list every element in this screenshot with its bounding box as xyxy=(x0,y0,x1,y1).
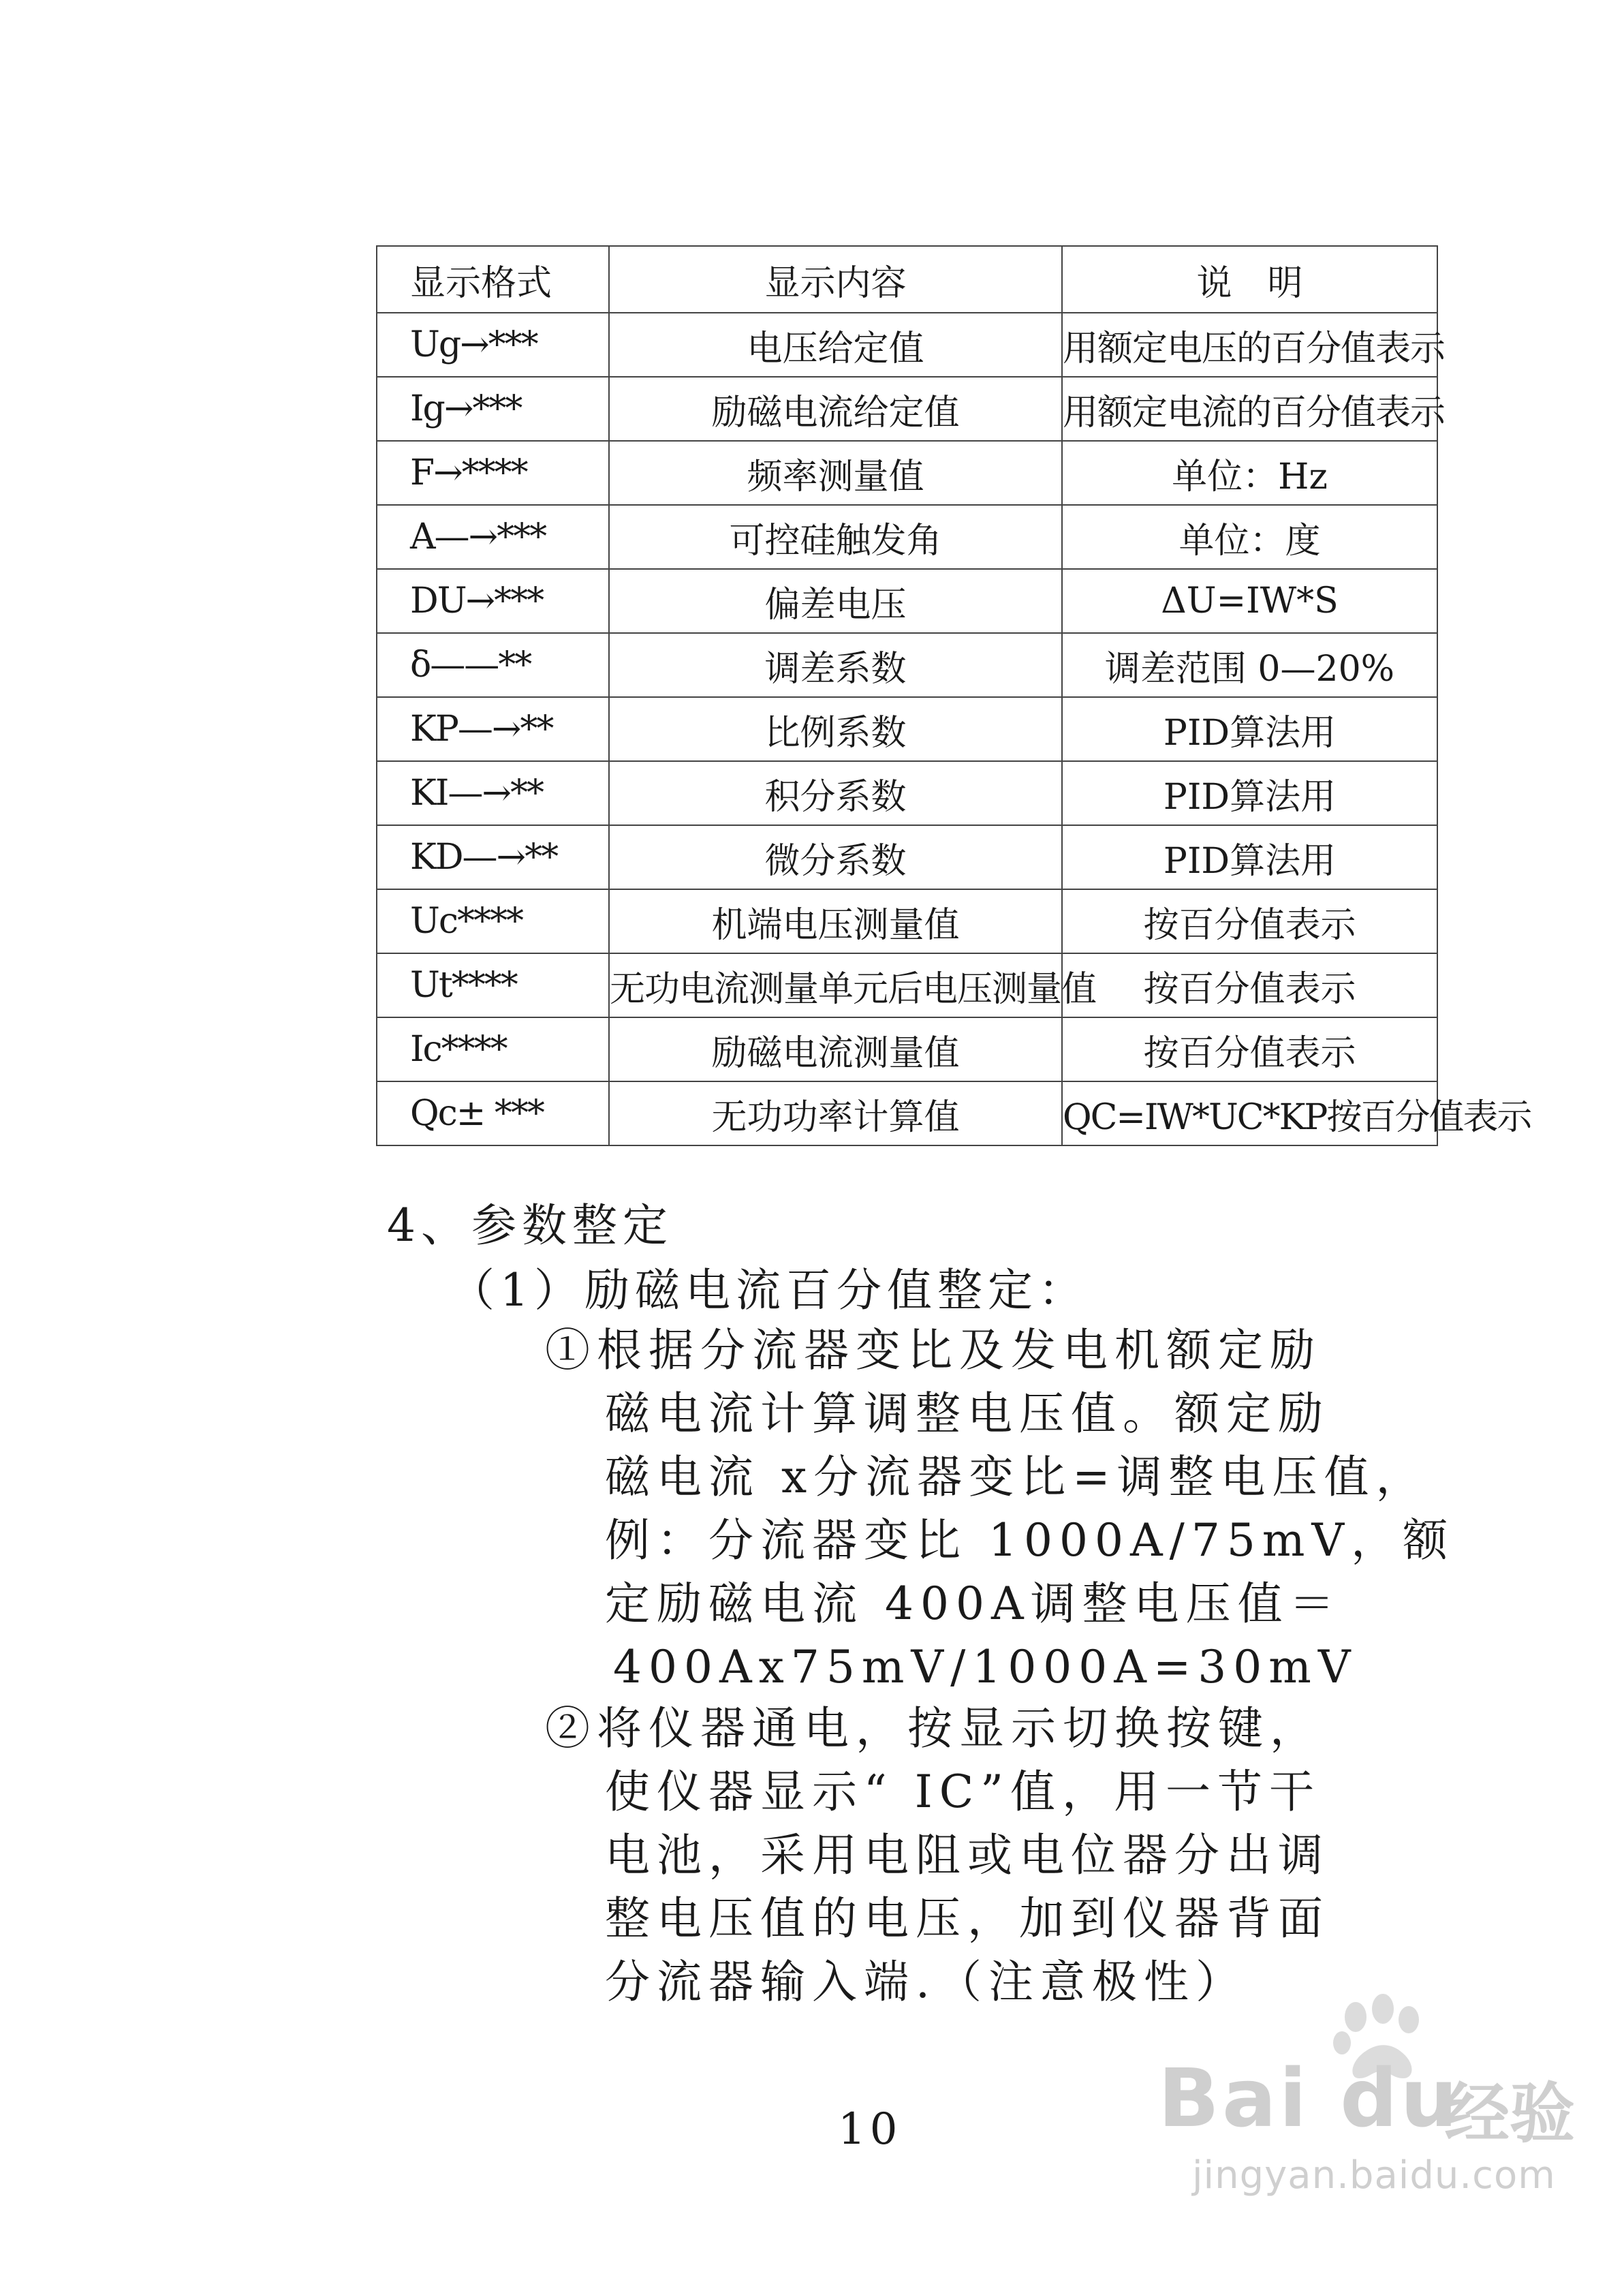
cell-content: 电压给定值 xyxy=(609,313,1062,377)
cell-content: 频率测量值 xyxy=(609,441,1062,505)
cell-note: 单位：度 xyxy=(1062,505,1437,569)
cell-format: A—→*** xyxy=(377,505,609,569)
paragraph-line: 使仪器显示“ IC”值，用一节干 xyxy=(605,1766,1322,1818)
cell-format: KI—→** xyxy=(377,761,609,825)
table-row xyxy=(377,1017,1437,1081)
table-header-row xyxy=(377,246,1437,313)
subsection-title: （1）励磁电流百分值整定： xyxy=(450,1264,1089,1316)
header-format: 显示格式 xyxy=(377,246,609,313)
cell-format: Ug→*** xyxy=(377,313,609,377)
cell-format: KP—→** xyxy=(377,697,609,761)
cell-content: 可控硅触发角 xyxy=(609,505,1062,569)
cell-content: 无功电流测量单元后电压测量值 xyxy=(609,953,1062,1017)
table-row xyxy=(377,313,1437,377)
cell-content: 励磁电流给定值 xyxy=(609,377,1062,441)
paragraph-step-2 xyxy=(545,1697,1390,2014)
paragraph-line: 400Ax75mV/1000A=30mV xyxy=(613,1641,1358,1693)
paragraph-line: ②将仪器通电，按显示切换按键， xyxy=(545,1702,1322,1755)
table-row xyxy=(377,697,1437,761)
cell-note: 用额定电压的百分值表示 xyxy=(1062,313,1437,377)
cell-format: Ic**** xyxy=(377,1017,609,1081)
baidu-watermark xyxy=(1158,1997,1594,2201)
cell-note: ΔU=IW*S xyxy=(1062,569,1437,633)
table-row xyxy=(377,505,1437,569)
cell-format: Uc**** xyxy=(377,889,609,953)
cell-format: KD—→** xyxy=(377,825,609,889)
cell-content: 微分系数 xyxy=(609,825,1062,889)
paragraph-line: 分流器输入端.（注意极性） xyxy=(605,1956,1247,2008)
table-row xyxy=(377,889,1437,953)
table-row xyxy=(377,441,1437,505)
paragraph-line: ①根据分流器变比及发电机额定励 xyxy=(545,1324,1322,1376)
watermark-url: jingyan.baidu.com xyxy=(1192,2153,1556,2198)
paragraph-line: 磁电流计算调整电压值。额定励 xyxy=(605,1387,1330,1440)
cell-content: 比例系数 xyxy=(609,697,1062,761)
cell-note: 按百分值表示 xyxy=(1062,1017,1437,1081)
cell-note: 调差范围 0—20% xyxy=(1062,633,1437,697)
table-row xyxy=(377,761,1437,825)
cell-format: Ig→*** xyxy=(377,377,609,441)
cell-format: δ——** xyxy=(377,633,609,697)
cell-note: PID算法用 xyxy=(1062,761,1437,825)
table-row xyxy=(377,953,1437,1017)
cell-format: Ut**** xyxy=(377,953,609,1017)
parameter-table xyxy=(376,245,1531,1146)
watermark-brand: Bai du xyxy=(1158,2051,1461,2145)
watermark-cn: 经验 xyxy=(1444,2076,1575,2152)
cell-content: 无功功率计算值 xyxy=(609,1081,1062,1145)
paragraph-line: 整电压值的电压，加到仪器背面 xyxy=(605,1892,1330,1945)
table-row xyxy=(377,633,1437,697)
cell-content: 调差系数 xyxy=(609,633,1062,697)
table-row xyxy=(377,825,1437,889)
cell-note: 用额定电流的百分值表示 xyxy=(1062,377,1437,441)
paragraph-line: 例：分流器变比 1000A/75mV，额 xyxy=(605,1514,1455,1567)
table-row xyxy=(377,377,1437,441)
cell-format: DU→*** xyxy=(377,569,609,633)
section-title: 4、参数整定 xyxy=(387,1199,673,1252)
paragraph-line: 电池，采用电阻或电位器分出调 xyxy=(605,1829,1330,1881)
page-number: 10 xyxy=(838,2104,902,2155)
header-content: 显示内容 xyxy=(609,246,1062,313)
cell-format: Qc± *** xyxy=(377,1081,609,1145)
cell-note: 按百分值表示 xyxy=(1062,889,1437,953)
cell-note: PID算法用 xyxy=(1062,825,1437,889)
header-note: 说 明 xyxy=(1062,246,1437,313)
cell-note: 按百分值表示 xyxy=(1062,953,1437,1017)
cell-content: 积分系数 xyxy=(609,761,1062,825)
paragraph-line: 磁电流 x分流器变比=调整电压值， xyxy=(605,1451,1428,1503)
table-row xyxy=(377,569,1437,633)
cell-content: 机端电压测量值 xyxy=(609,889,1062,953)
cell-format: F→**** xyxy=(377,441,609,505)
cell-note: PID算法用 xyxy=(1062,697,1437,761)
cell-note: QC=IW*UC*KP按百分值表示 xyxy=(1062,1081,1437,1145)
cell-content: 偏差电压 xyxy=(609,569,1062,633)
paragraph-step-1 xyxy=(545,1319,1455,1699)
cell-content: 励磁电流测量值 xyxy=(609,1017,1062,1081)
cell-note: 单位：Hz xyxy=(1062,441,1437,505)
paragraph-line: 定励磁电流 400A调整电压值＝ xyxy=(605,1577,1341,1630)
table-row xyxy=(377,1081,1437,1145)
